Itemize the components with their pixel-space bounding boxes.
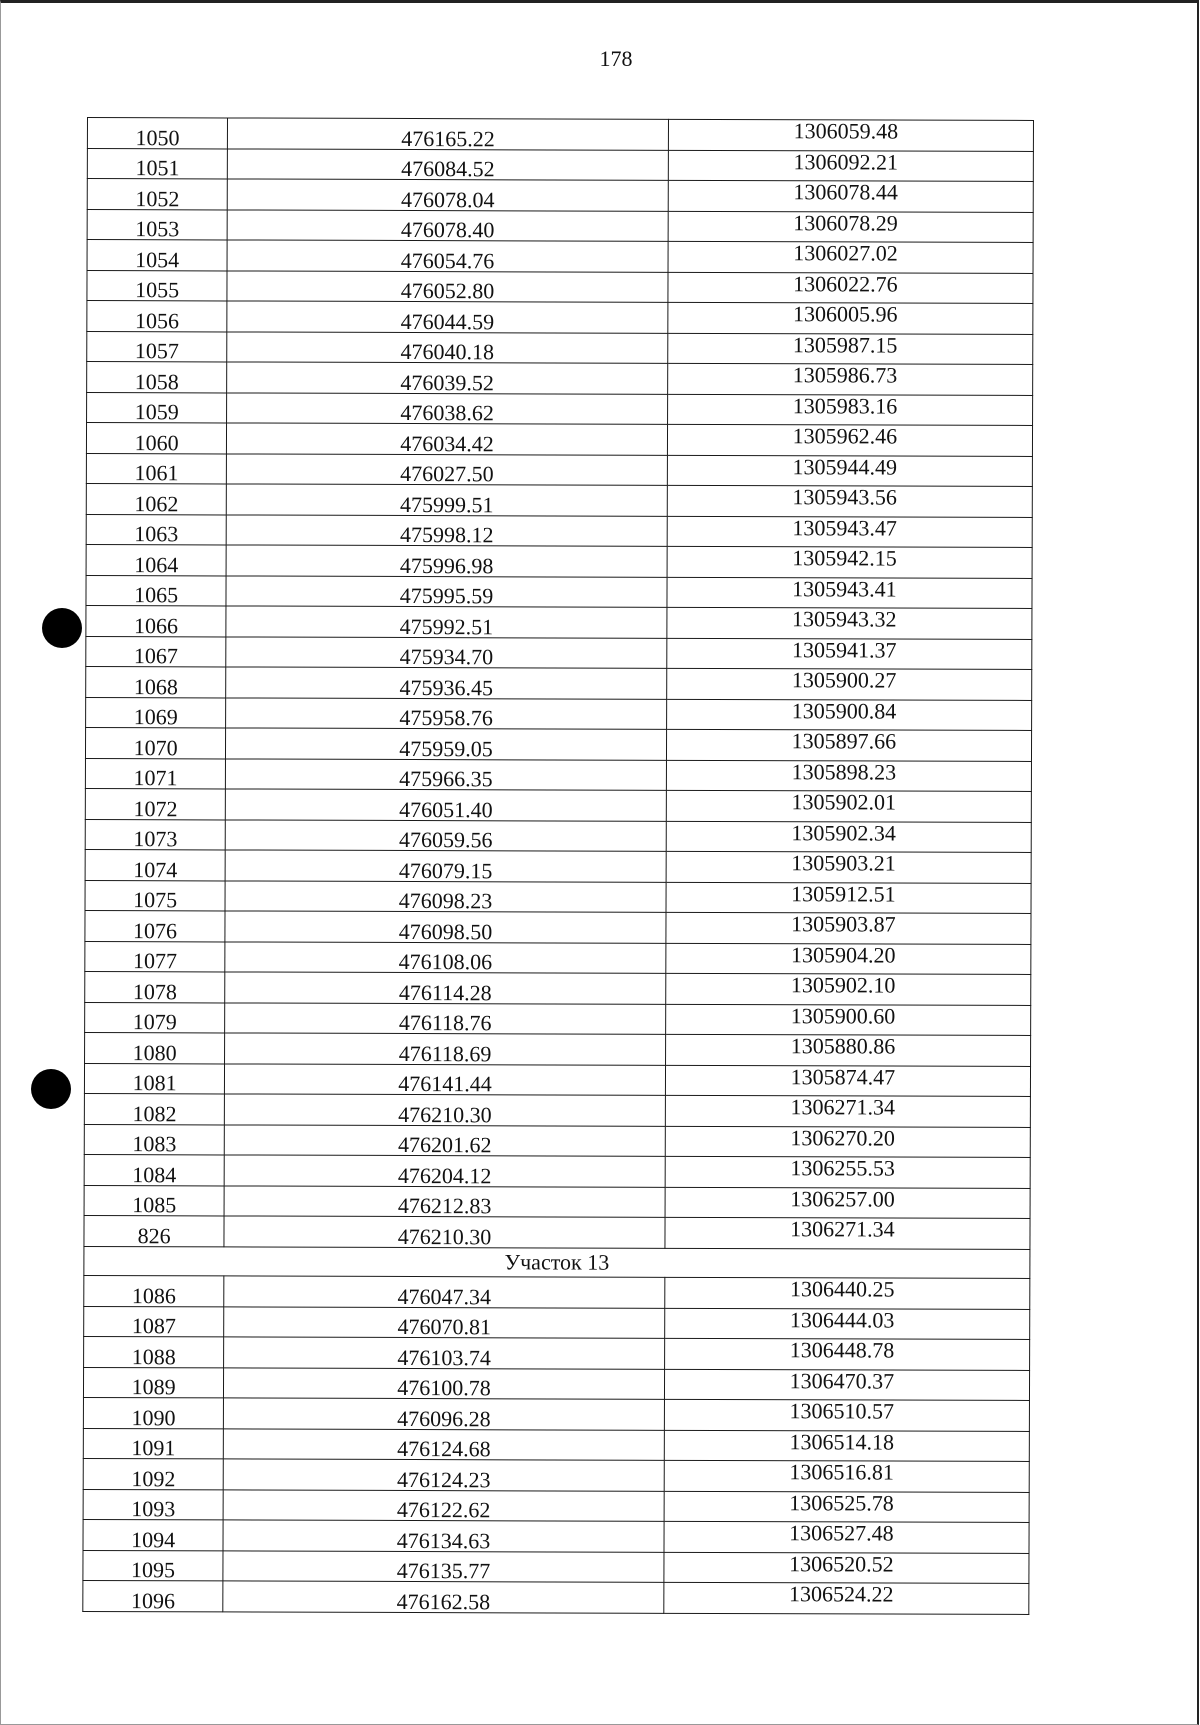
- table-row: [86, 544, 1032, 577]
- point-number-cell: 1088: [84, 1336, 224, 1367]
- point-number-cell: 1094: [83, 1519, 223, 1550]
- coordinates-table-body: [83, 118, 1034, 1614]
- y-coordinate-cell: 1305943.41: [667, 577, 1032, 609]
- y-coordinate-cell: 1306255.53: [665, 1156, 1030, 1188]
- y-coordinate-cell: 1306448.78: [664, 1338, 1029, 1370]
- point-number-cell: 1054: [87, 240, 227, 271]
- y-coordinate-cell: 1306270.20: [665, 1126, 1030, 1158]
- x-coordinate-cell: 475992.51: [226, 606, 667, 638]
- x-coordinate-cell: 475996.98: [226, 545, 667, 577]
- table-row: [83, 1367, 1029, 1400]
- y-coordinate-cell: 1305900.60: [665, 1004, 1030, 1036]
- x-coordinate-cell: 476212.83: [224, 1185, 665, 1217]
- point-number-cell: 1092: [83, 1458, 223, 1489]
- x-coordinate-cell: 476134.63: [223, 1520, 664, 1552]
- point-number-cell: 1057: [87, 331, 227, 362]
- table-row: [86, 666, 1032, 699]
- y-coordinate-cell: 1305983.16: [667, 394, 1032, 426]
- y-coordinate-cell: 1305987.15: [668, 333, 1033, 365]
- table-row: [85, 971, 1031, 1004]
- table-row: [84, 1154, 1030, 1187]
- x-coordinate-cell: 476165.22: [228, 118, 669, 150]
- y-coordinate-cell: 1305902.01: [666, 790, 1031, 822]
- y-coordinate-cell: 1306022.76: [668, 272, 1033, 304]
- x-coordinate-cell: 475995.59: [226, 575, 667, 607]
- table-row: [86, 483, 1032, 516]
- table-row: [85, 788, 1031, 821]
- point-number-cell: 1067: [86, 636, 226, 667]
- y-coordinate-cell: 1306514.18: [664, 1430, 1029, 1462]
- point-number-cell: 1091: [83, 1428, 223, 1459]
- point-number-cell: 1073: [85, 819, 225, 850]
- point-number-cell: 1080: [85, 1032, 225, 1063]
- x-coordinate-cell: 476210.30: [224, 1216, 665, 1248]
- y-coordinate-cell: 1305902.34: [666, 821, 1031, 853]
- y-coordinate-cell: 1306470.37: [664, 1369, 1029, 1401]
- table-row: [86, 575, 1032, 608]
- x-coordinate-cell: 475958.76: [226, 697, 667, 729]
- y-coordinate-cell: 1306510.57: [664, 1399, 1029, 1431]
- x-coordinate-cell: 476054.76: [227, 240, 668, 272]
- table-row: [86, 423, 1032, 456]
- x-coordinate-cell: 476051.40: [226, 789, 667, 821]
- x-coordinate-cell: 476201.62: [225, 1124, 666, 1156]
- table-row: [84, 1185, 1030, 1218]
- point-number-cell: 1089: [83, 1367, 223, 1398]
- x-coordinate-cell: 476114.28: [225, 972, 666, 1004]
- y-coordinate-cell: 1306525.78: [664, 1491, 1029, 1523]
- table-row: [87, 331, 1033, 364]
- x-coordinate-cell: 476210.30: [225, 1094, 666, 1126]
- table-row: [84, 1275, 1030, 1308]
- point-number-cell: 1069: [86, 697, 226, 728]
- point-number-cell: 1068: [86, 666, 226, 697]
- y-coordinate-cell: 1305912.51: [666, 882, 1031, 914]
- point-number-cell: 1086: [84, 1275, 224, 1306]
- y-coordinate-cell: 1305943.47: [667, 516, 1032, 548]
- point-number-cell: 1052: [87, 179, 227, 210]
- table-row: [85, 1002, 1031, 1035]
- point-number-cell: 1050: [87, 118, 227, 149]
- y-coordinate-cell: 1305904.20: [666, 943, 1031, 975]
- table-row: [86, 453, 1032, 486]
- point-number-cell: 1090: [83, 1397, 223, 1428]
- table-row: [83, 1428, 1029, 1461]
- x-coordinate-cell: 476118.76: [225, 1002, 666, 1034]
- table-row: [87, 301, 1033, 334]
- point-number-cell: 1075: [85, 880, 225, 911]
- y-coordinate-cell: 1306271.34: [665, 1095, 1030, 1127]
- point-number-cell: 1087: [84, 1306, 224, 1337]
- point-number-cell: 1083: [84, 1124, 224, 1155]
- y-coordinate-cell: 1305900.84: [666, 699, 1031, 731]
- x-coordinate-cell: 476141.44: [225, 1063, 666, 1095]
- point-number-cell: 1077: [85, 941, 225, 972]
- table-row: [83, 1458, 1029, 1491]
- x-coordinate-cell: 476047.34: [224, 1276, 665, 1308]
- point-number-cell: 1081: [84, 1063, 224, 1094]
- section-header-row: [84, 1246, 1030, 1278]
- table-row: [83, 1550, 1029, 1583]
- y-coordinate-cell: 1306444.03: [664, 1308, 1029, 1340]
- table-row: [86, 605, 1032, 638]
- y-coordinate-cell: 1306078.29: [668, 211, 1033, 243]
- point-number-cell: 1079: [85, 1002, 225, 1033]
- x-coordinate-cell: 476038.62: [227, 392, 668, 424]
- table-row: [87, 179, 1033, 212]
- point-number-cell: 1071: [85, 758, 225, 789]
- x-coordinate-cell: 476070.81: [224, 1306, 665, 1338]
- point-number-cell: 1053: [87, 209, 227, 240]
- point-number-cell: 1063: [86, 514, 226, 545]
- table-row: [85, 758, 1031, 791]
- y-coordinate-cell: 1305900.27: [666, 668, 1031, 700]
- point-number-cell: 1082: [84, 1093, 224, 1124]
- x-coordinate-cell: 475998.12: [226, 514, 667, 546]
- point-number-cell: 1096: [83, 1580, 223, 1611]
- table-row: [85, 1032, 1031, 1065]
- y-coordinate-cell: 1305942.15: [667, 546, 1032, 578]
- table-row: [86, 636, 1032, 669]
- table-row: [85, 849, 1031, 882]
- table-row: [87, 209, 1033, 242]
- point-number-cell: 1074: [85, 849, 225, 880]
- x-coordinate-cell: 476162.58: [223, 1581, 664, 1613]
- point-number-cell: 826: [84, 1215, 224, 1246]
- table-row: [84, 1093, 1030, 1126]
- x-coordinate-cell: 476078.04: [228, 179, 669, 211]
- y-coordinate-cell: 1305874.47: [665, 1065, 1030, 1097]
- y-coordinate-cell: 1306027.02: [668, 241, 1033, 273]
- y-coordinate-cell: 1306520.52: [664, 1552, 1029, 1584]
- y-coordinate-cell: 1306271.34: [665, 1217, 1030, 1249]
- table-row: [87, 392, 1033, 425]
- x-coordinate-cell: 476098.23: [225, 880, 666, 912]
- y-coordinate-cell: 1305902.10: [665, 973, 1030, 1005]
- y-coordinate-cell: 1306524.22: [664, 1582, 1029, 1614]
- table-row: [85, 819, 1031, 852]
- x-coordinate-cell: 476124.68: [224, 1428, 665, 1460]
- y-coordinate-cell: 1305941.37: [667, 638, 1032, 670]
- y-coordinate-cell: 1305903.21: [666, 851, 1031, 883]
- y-coordinate-cell: 1306078.44: [668, 180, 1033, 212]
- point-number-cell: 1058: [87, 362, 227, 393]
- point-number-cell: 1061: [86, 453, 226, 484]
- y-coordinate-cell: 1306257.00: [665, 1187, 1030, 1219]
- x-coordinate-cell: 476122.62: [223, 1489, 664, 1521]
- x-coordinate-cell: 476103.74: [224, 1337, 665, 1369]
- x-coordinate-cell: 476098.50: [225, 911, 666, 943]
- point-number-cell: 1062: [86, 483, 226, 514]
- point-number-cell: 1070: [85, 727, 225, 758]
- x-coordinate-cell: 476108.06: [225, 941, 666, 973]
- table-row: [84, 1063, 1030, 1096]
- x-coordinate-cell: 476059.56: [225, 819, 666, 851]
- table-row: [84, 1215, 1030, 1248]
- table-row: [83, 1580, 1029, 1613]
- point-number-cell: 1085: [84, 1185, 224, 1216]
- point-number-cell: 1084: [84, 1154, 224, 1185]
- point-number-cell: 1064: [86, 544, 226, 575]
- table-row: [84, 1336, 1030, 1369]
- point-number-cell: 1051: [87, 148, 227, 179]
- point-number-cell: 1055: [87, 270, 227, 301]
- page-number: 178: [599, 46, 633, 71]
- x-coordinate-cell: 476100.78: [224, 1367, 665, 1399]
- x-coordinate-cell: 476118.69: [225, 1033, 666, 1065]
- y-coordinate-cell: 1305898.23: [666, 760, 1031, 792]
- table-row: [86, 514, 1032, 547]
- table-row: [84, 1124, 1030, 1157]
- y-coordinate-cell: 1305962.46: [667, 424, 1032, 456]
- coordinates-table: [82, 117, 1034, 1614]
- x-coordinate-cell: 476124.23: [223, 1459, 664, 1491]
- table-row: [87, 148, 1033, 181]
- table-row: [85, 880, 1031, 913]
- x-coordinate-cell: 475936.45: [226, 667, 667, 699]
- table-row: [85, 910, 1031, 943]
- x-coordinate-cell: 475934.70: [226, 636, 667, 668]
- x-coordinate-cell: 475966.35: [226, 758, 667, 790]
- y-coordinate-cell: 1306527.48: [664, 1521, 1029, 1553]
- table-row: [85, 941, 1031, 974]
- point-number-cell: 1059: [87, 392, 227, 423]
- table-row: [87, 362, 1033, 395]
- y-coordinate-cell: 1306005.96: [668, 302, 1033, 334]
- x-coordinate-cell: 476039.52: [227, 362, 668, 394]
- punch-hole: [42, 608, 82, 648]
- y-coordinate-cell: 1305943.32: [667, 607, 1032, 639]
- y-coordinate-cell: 1305903.87: [666, 912, 1031, 944]
- point-number-cell: 1072: [85, 788, 225, 819]
- table-row: [87, 118, 1033, 151]
- x-coordinate-cell: 476044.59: [227, 301, 668, 333]
- x-coordinate-cell: 476034.42: [227, 423, 668, 455]
- table-row: [87, 240, 1033, 273]
- table-row: [83, 1489, 1029, 1522]
- table-row: [86, 697, 1032, 730]
- point-number-cell: 1060: [86, 423, 226, 454]
- y-coordinate-cell: 1305986.73: [667, 363, 1032, 395]
- table-row: [85, 727, 1031, 760]
- x-coordinate-cell: 476135.77: [223, 1550, 664, 1582]
- x-coordinate-cell: 476040.18: [227, 331, 668, 363]
- point-number-cell: 1066: [86, 605, 226, 636]
- y-coordinate-cell: 1305944.49: [667, 455, 1032, 487]
- x-coordinate-cell: 476078.40: [227, 209, 668, 241]
- y-coordinate-cell: 1305943.56: [667, 485, 1032, 517]
- table-row: [83, 1397, 1029, 1430]
- table-row: [83, 1519, 1029, 1552]
- section-title: Участок 13: [84, 1246, 1030, 1278]
- point-number-cell: 1056: [87, 301, 227, 332]
- y-coordinate-cell: 1306440.25: [665, 1277, 1030, 1309]
- x-coordinate-cell: 475999.51: [227, 484, 668, 516]
- point-number-cell: 1076: [85, 910, 225, 941]
- x-coordinate-cell: 475959.05: [226, 728, 667, 760]
- x-coordinate-cell: 476052.80: [227, 270, 668, 302]
- point-number-cell: 1093: [83, 1489, 223, 1520]
- y-coordinate-cell: 1306092.21: [668, 150, 1033, 182]
- y-coordinate-cell: 1305897.66: [666, 729, 1031, 761]
- x-coordinate-cell: 476204.12: [224, 1155, 665, 1187]
- point-number-cell: 1065: [86, 575, 226, 606]
- point-number-cell: 1095: [83, 1550, 223, 1581]
- x-coordinate-cell: 476027.50: [227, 453, 668, 485]
- table-row: [84, 1306, 1030, 1339]
- y-coordinate-cell: 1306516.81: [664, 1460, 1029, 1492]
- x-coordinate-cell: 476079.15: [225, 850, 666, 882]
- y-coordinate-cell: 1305880.86: [665, 1034, 1030, 1066]
- x-coordinate-cell: 476084.52: [228, 148, 669, 180]
- punch-hole: [31, 1069, 71, 1109]
- table-row: [87, 270, 1033, 303]
- point-number-cell: 1078: [85, 971, 225, 1002]
- x-coordinate-cell: 476096.28: [224, 1398, 665, 1430]
- y-coordinate-cell: 1306059.48: [668, 119, 1033, 151]
